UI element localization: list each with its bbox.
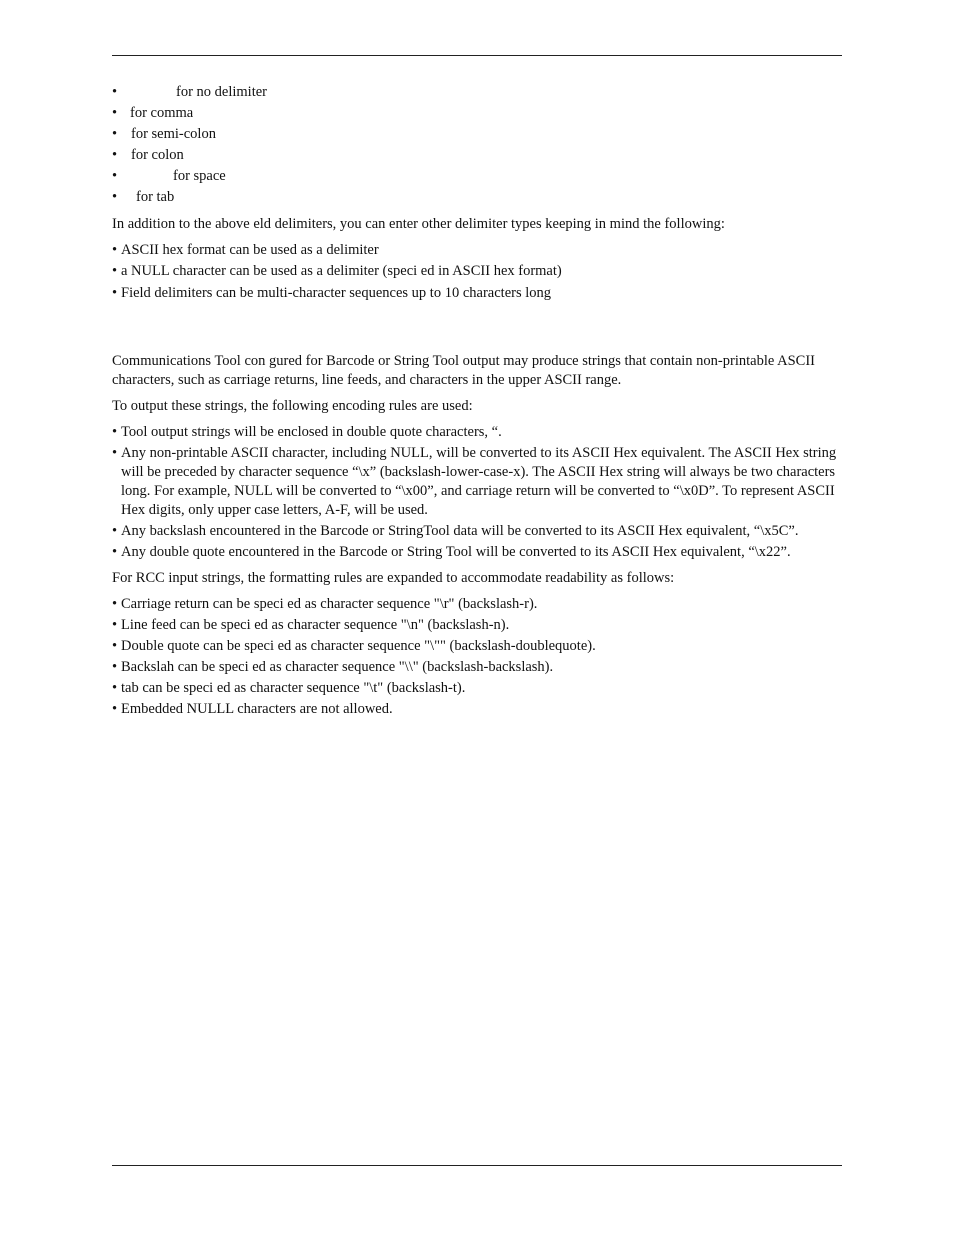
list-item: • for no delimiter: [112, 84, 268, 100]
list-item: • Field delimiters can be multi-character sequences up to 10 characters long: [112, 285, 552, 301]
document-body: [112, 82, 847, 719]
communications-paragraph: Communications Tool con gured for Barcode or String Tool output may produce strings that contain non-printable ASCII characters, such as carriage returns, line feeds, and characters in the upper ASCII range.: [112, 353, 815, 388]
header-rule: [112, 55, 842, 56]
list-item: • Carriage return can be speci ed as character sequence "\r" (backslash-r).: [112, 596, 538, 612]
delimiter-list: [112, 82, 847, 208]
output-intro: To output these strings, the following encoding rules are used:: [112, 398, 473, 414]
list-item: • for comma: [112, 105, 194, 121]
output-rules: [112, 423, 847, 562]
list-item: • Backslah can be speci ed as character sequence "\\" (backslash-backslash).: [112, 659, 554, 675]
list-item: • Any double quote encountered in the Barcode or String Tool will be converted to its ASCII Hex equivalent, “\x22”.: [112, 544, 791, 560]
list-item: • Tool output strings will be enclosed in double quote characters, “.: [112, 424, 502, 440]
list-item: • a NULL character can be used as a delimiter (speci ed in ASCII hex format): [112, 263, 562, 279]
rcc-rules: [112, 595, 847, 719]
list-item: • Line feed can be speci ed as character sequence "\n" (backslash-n).: [112, 617, 510, 633]
list-item: • for colon: [112, 147, 184, 163]
list-item: • for semi-colon: [112, 126, 216, 142]
list-item: • Any non-printable ASCII character, including NULL, will be converted to its ASCII Hex equivalent. The ASCII Hex string will be preceded by character sequence “\x” (backslash-lower-case-x). The ASCII Hex string will always be two characters long. For example, NULL will be converted to “\x00”, and carriage return will be converted to “\x0D”. To represent ASCII Hex digits, only upper case letters, A-F, will be used.: [112, 445, 837, 518]
list-item: • Double quote can be speci ed as character sequence "\"" (backslash-doublequote).: [112, 638, 596, 654]
list-item: • ASCII hex format can be used as a delimiter: [112, 242, 379, 258]
list-item: • tab can be speci ed as character sequence "\t" (backslash-t).: [112, 680, 466, 696]
list-item: • for space: [112, 168, 226, 184]
delimiter-rules: [112, 241, 847, 303]
list-item: • for tab: [112, 189, 175, 205]
list-item: • Any backslash encountered in the Barcode or StringTool data will be converted to its ASCII Hex equivalent, “\x5C”.: [112, 523, 799, 539]
rcc-intro: For RCC input strings, the formatting rules are expanded to accommodate readability as follows:: [112, 570, 675, 586]
delimiter-intro: In addition to the above eld delimiters, you can enter other delimiter types keeping in mind the following:: [112, 216, 725, 232]
footer-rule: [112, 1165, 842, 1166]
list-item: • Embedded NULLL characters are not allowed.: [112, 701, 393, 717]
